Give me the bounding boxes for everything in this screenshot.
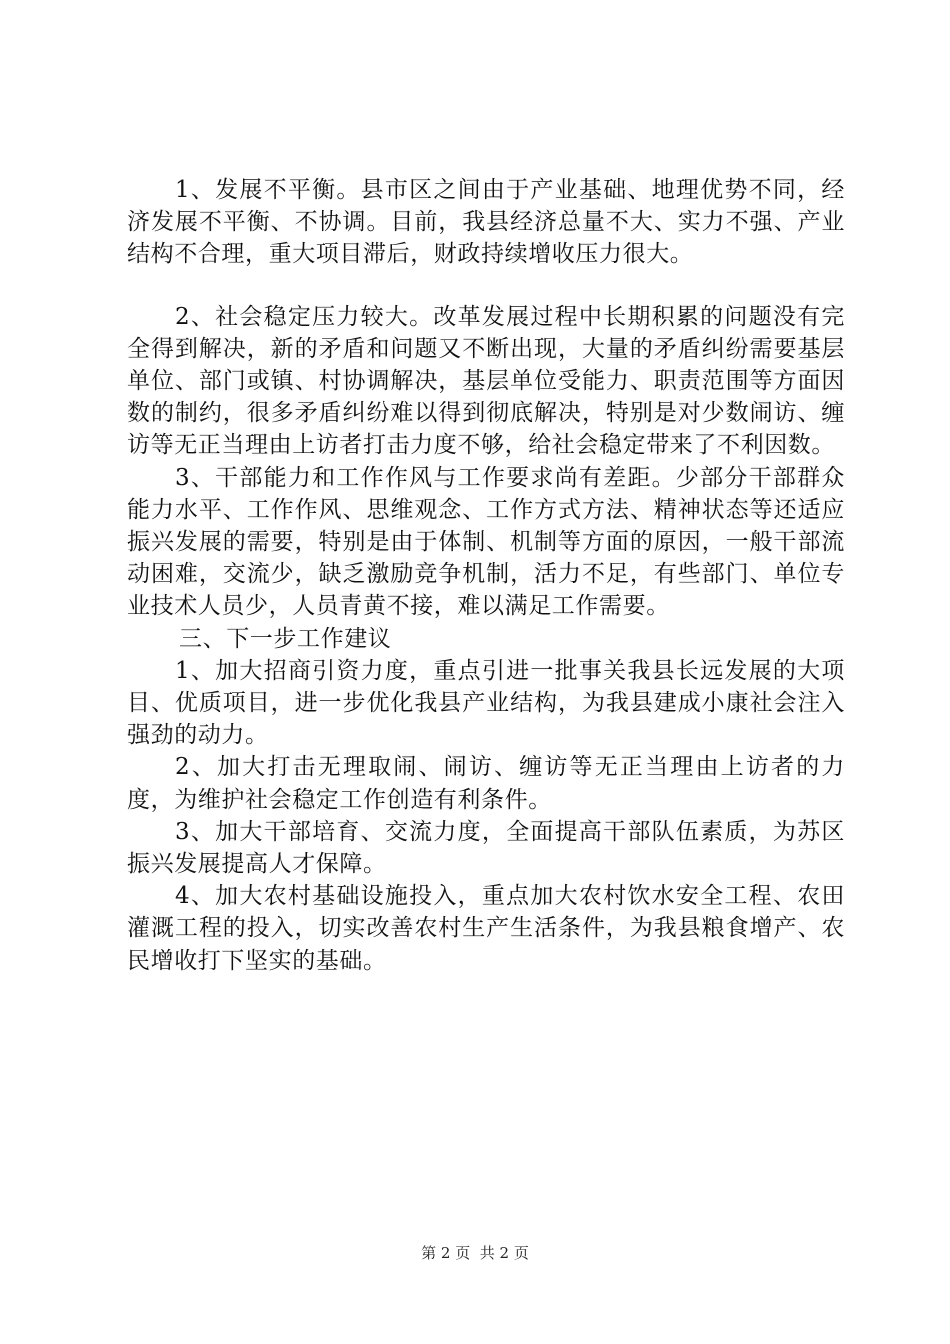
suggestion-rural-infrastructure: 4、加大农村基础设施投入，重点加大农村饮水安全工程、农田灌溉工程的投入，切实改善农村生产生活条件，为我县粮食增产、农民增收打下坚实的基础。 <box>127 883 845 974</box>
suggestion-stability: 2、加大打击无理取闹、闹访、缠访等无正当理由上访者的力度，为维护社会稳定工作创造有利条件。 <box>127 754 845 813</box>
paragraph-imbalance: 1、发展不平衡。县市区之间由于产业基础、地理优势不同，经济发展不平衡、不协调。目前，我县经济总量不大、实力不强、产业结构不合理，重大项目滞后，财政持续增收压力很大。 <box>127 177 845 268</box>
document-body <box>127 174 845 977</box>
section-heading: 三、下一步工作建议 <box>179 625 392 652</box>
page-number-footer: 第 2 页 共 2 页 <box>421 1244 529 1262</box>
suggestion-cadre-training: 3、加大干部培育、交流力度，全面提高干部队伍素质，为苏区振兴发展提高人才保障。 <box>127 818 845 878</box>
paragraph-social-stability: 2、社会稳定压力较大。改革发展过程中长期积累的问题没有完全得到解决，新的矛盾和问题又不断出现，大量的矛盾纠纷需要基层单位、部门或镇、村协调解决，基层单位受能力、职责范围等方面因数的制约，很多矛盾纠纷难以得到彻底解决，特别是对少数闹访、缠访等无正当理由上访者打击力度不够，给社会稳定带来了不利因数。 <box>127 303 845 459</box>
suggestion-investment: 1、加大招商引资力度，重点引进一批事关我县长远发展的大项目、优质项目，进一步优化我县产业结构，为我县建成小康社会注入强劲的动力。 <box>127 657 845 749</box>
paragraph-cadre-ability: 3、干部能力和工作作风与工作要求尚有差距。少部分干部群众能力水平、工作作风、思维观念、工作方式方法、精神状态等还适应振兴发展的需要，特别是由于体制、机制等方面的原因，一般干部流动困难，交流少，缺乏激励竞争机制，活力不足，有些部门、单位专业技术人员少，人员青黄不接，难以满足工作需要。 <box>127 464 845 620</box>
